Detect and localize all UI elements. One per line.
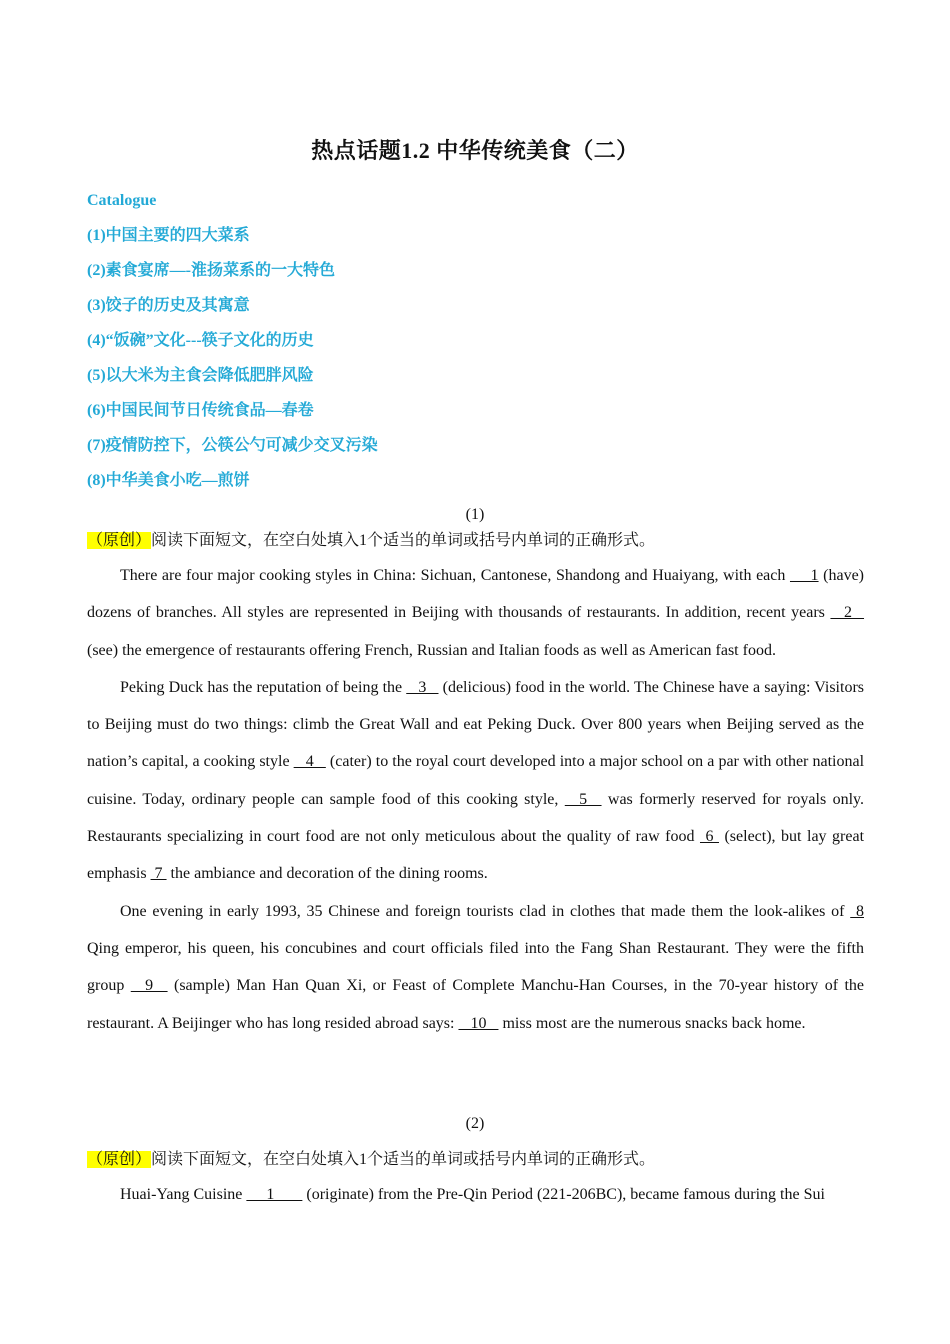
text: One evening in early 1993, 35 Chinese and foreign tourists clad in clothes that made them the look-alikes of <box>120 902 851 920</box>
blank-2: _2_ <box>830 604 865 622</box>
original-tag: （原创） <box>87 1151 152 1168</box>
section-number: (1) <box>465 506 485 523</box>
text: (delicious) food in the world. The Chinese have a saying: Visitors to Beijing must do two things: climb the Great Wall and eat Peking Duck. Over 800 years when Beijing served as the nation’s capital, a cooking style <box>87 678 864 771</box>
blank-10: _10_ <box>458 1014 499 1032</box>
text: miss most are the numerous snacks back home. <box>498 1014 806 1032</box>
blank-8: 8 <box>850 902 864 920</box>
blank-6: 6 <box>699 828 719 846</box>
blank-4: _4_ <box>293 753 326 771</box>
blank-1: __1___ <box>246 1186 303 1203</box>
paragraph <box>87 1176 864 1213</box>
blank-1: __1 <box>789 567 819 584</box>
section-instruction <box>87 1149 867 1171</box>
blank-9: _9_ <box>130 977 168 995</box>
original-tag: （原创） <box>87 532 152 549</box>
blank-3: _3_ <box>406 678 439 696</box>
text: (see) the emergence of restaurants offering French, Russian and Italian foods as well as American fast food. <box>87 641 776 659</box>
catalogue-item[interactable]: (7)疫情防控下，公筷公勺可减少交叉污染 <box>87 437 378 454</box>
passage-section-1 <box>87 557 864 1042</box>
paragraph <box>87 893 864 1042</box>
text: There are four major cooking styles in China: Sichuan, Cantonese, Shandong and Huaiyang, with each <box>120 567 790 584</box>
document-title: 热点话题1.2 中华传统美食（二） <box>311 138 639 163</box>
text: was formerly reserved for royals only. Restaurants specializing in court food are not only meticulous about the quality of raw food <box>87 790 864 846</box>
catalogue-item[interactable]: (1)中国主要的四大菜系 <box>87 227 250 244</box>
paragraph <box>87 557 864 669</box>
catalogue-item[interactable]: (8)中华美食小吃—煎饼 <box>87 472 250 489</box>
text: (cater) to the royal court developed into a major school on a par with other national cuisine. Today, ordinary people can sample food of this cooking style, <box>87 753 865 808</box>
instruction-text: 阅读下面短文，在空白处填入1个适当的单词或括号内单词的正确形式。 <box>151 1151 656 1168</box>
text: Qing emperor, his queen, his concubines and court officials filed into the Fang Shan Restaurant. They were the fifth group <box>87 939 864 995</box>
text: (sample) Man Han Quan Xi, or Feast of Complete Manchu-Han Courses, in the 70-year history of the restaurant. A Beijinger who has long resided abroad says: <box>87 977 865 1032</box>
catalogue-item[interactable]: (3)饺子的历史及其寓意 <box>87 297 250 314</box>
catalogue-item[interactable]: (6)中国民间节日传统食品—春卷 <box>87 402 314 419</box>
passage-section-2 <box>87 1176 864 1213</box>
catalogue-item[interactable]: (4)“饭碗”文化---筷子文化的历史 <box>87 332 314 349</box>
paragraph <box>87 669 864 893</box>
text: (have) dozens of branches. All styles are represented in Beijing with thousands of restaurants. In addition, recent years <box>87 567 865 622</box>
section-number: (2) <box>465 1115 485 1132</box>
text: (originate) from the Pre-Qin Period (221-206BC), became famous during the Sui <box>302 1186 825 1203</box>
text: the ambiance and decoration of the dining rooms. <box>166 865 488 883</box>
blank-7: 7 <box>150 865 167 883</box>
blank-5: _5_ <box>564 790 602 808</box>
section-instruction <box>87 530 867 552</box>
catalogue-item[interactable]: (5)以大米为主食会降低肥胖风险 <box>87 367 314 384</box>
text: Huai-Yang Cuisine <box>120 1186 247 1203</box>
catalogue <box>87 190 867 505</box>
text: (select), but lay great emphasis <box>87 828 865 883</box>
catalogue-heading: Catalogue <box>87 192 157 209</box>
catalogue-item[interactable]: (2)素食宴席—-淮扬菜系的一大特色 <box>87 262 335 279</box>
text: Peking Duck has the reputation of being the <box>120 678 407 696</box>
instruction-text: 阅读下面短文，在空白处填入1个适当的单词或括号内单词的正确形式。 <box>151 532 656 549</box>
